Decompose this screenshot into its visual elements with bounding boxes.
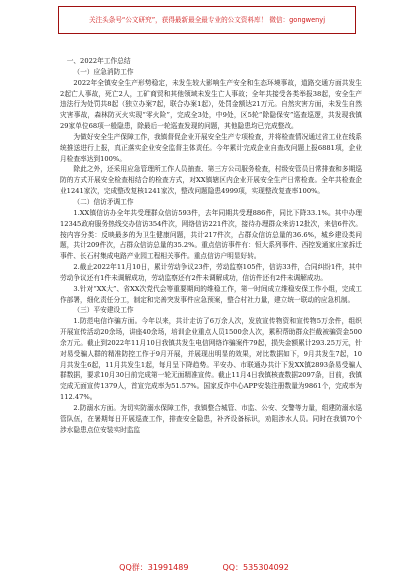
footer-contact xyxy=(0,560,408,574)
subsection-heading: （一）应急消防工作 xyxy=(73,67,134,76)
paragraph: 2.防溺水方面。为切实防溺水保障工作，我镇整合城管、市监、公安、交警等力量，组建防溺水巡管队伍，在暑期每日开展巡查工作，排查安全隐患，补齐设备标识，劝阻涉水人员。同时在我镇70个涉水隐患点位安装实时监监 xyxy=(60,404,362,434)
subsection-heading: （三）平安建设工作 xyxy=(73,306,134,315)
paragraph: 1.防范电信诈骗方面。今年以来，共计走访了6万余人次，发放宣传物资和宣传物5万余件，组织开展宣传活动20余场，讲座40余场，培训企业重点人员1500余人次，累积帮助群众拦截被骗资金500余万元。截止到2022年11月10日我镇共发生电信网络诈骗案件79起，损失金额累计293.25万元，针对易受骗人群的精准防控工作于9月开展，并展现出明显的效果，对比数据如下，9月共发生7起，10月共发生6起，11月共发生1起，每月呈下降趋势。平安办、市联通办共计下发XX镇2893条易受骗人群数据，要求10月30日前完成第一轮无面精准宣传。截止11月4日我镇核查数据2097条，目前，我镇完成无面宣传1379人，首宣完成率为51.57%。国家反诈中心APP安装注册数量为9861个，完成率为112.47%。 xyxy=(60,317,362,402)
paragraph: 2.截止2022年11月10日，累计劳动争议23件，劳动监察105件，信访33件，合同纠纷1件，其中劳动争议还有1件未调解成功，劳动监察还有2件未调解成功，信访件还有2件未调解成功。 xyxy=(60,263,362,282)
paragraph: 1.XX镇信访办全年共受理群众信访593件，去年同期共受理886件，同比下降33.1%。其中办理12345政府服务热线交办信访354件次，网络信访221件次，接待办理群众来访12批次，来信6件次。按内容分类：反映最多的为卫生健康问题，共计217件次，占群众信访总量的36.6%，城乡建设类问题，共计209件次，占群众信访总量的35.2%。重点信访事件有：恒大系列事件、西控发通家庄家拆迁事件、长石村集成电路产业园工程相关事件。重点信访户明显好转。 xyxy=(60,208,362,261)
document-body xyxy=(60,56,362,552)
promo-banner-text: 关注头条号“公文研究”，获得最新最全最专业的公文资料库！ 微信：gongwenyj xyxy=(88,16,326,24)
qq-text: QQ：535304092 xyxy=(222,562,289,572)
paragraph: 为做好安全生产保障工作，我镇督促企业开展安全生产专项检查，并将检查情况通过省工业在线系统推送进行上报，真正落实企业安全监督主体责任。今年累计完成企业自查改问题上报6881项，企业月检查率达到100%。 xyxy=(60,132,362,163)
subsection-heading: （二）信访矛调工作 xyxy=(73,197,134,206)
promo-banner xyxy=(58,6,356,34)
paragraph: 2022年全镇安全生产形势稳定，未发生较大影响生产安全和生态环境事故，道路交通方面共发生2起亡人事故，死亡2人，工矿商贸和其他领域未发生亡人事故；全年共接受各类举报38起，安全生产违法行为处罚共8起（独立办案7起，联合办案1起），处罚金额达21万元。自然灾害方面，未发生自然灾害事故，森林防灭火实现“零火险”，完成全3处，中9处，区5轮“除隐保安”巡查巡逻，共发现我镇29家单位68项一般隐患，除最后一轮巡查发现的问题，其他隐患均已完成整改。 xyxy=(60,78,362,131)
paragraph: 除此之外，还采用应急管理所工作人员抽查、第三方公司服务检查，村级安管员日常排查和多期巡防的方式开展安全检查相结合的检查方式，对XX镇辖区内企业开展安全生产日常检查。全年共检查企业1241家次，完成整改复核1241家次，整改问题隐患4999项，实现整改复查率100%。 xyxy=(60,165,362,196)
qq-group-text: QQ群：31991489 xyxy=(119,562,189,572)
section-heading: 一、2022年工作总结 xyxy=(66,57,131,65)
paragraph: 3.针对“XX大”、省XX次党代会等重要期间的维稳工作，第一时间成立维稳安保工作小组，完成工作部署，细化责任分工，制定和完善突发事件应急预案，整合村社力量，建立统一联动的应急机制。 xyxy=(60,284,362,304)
